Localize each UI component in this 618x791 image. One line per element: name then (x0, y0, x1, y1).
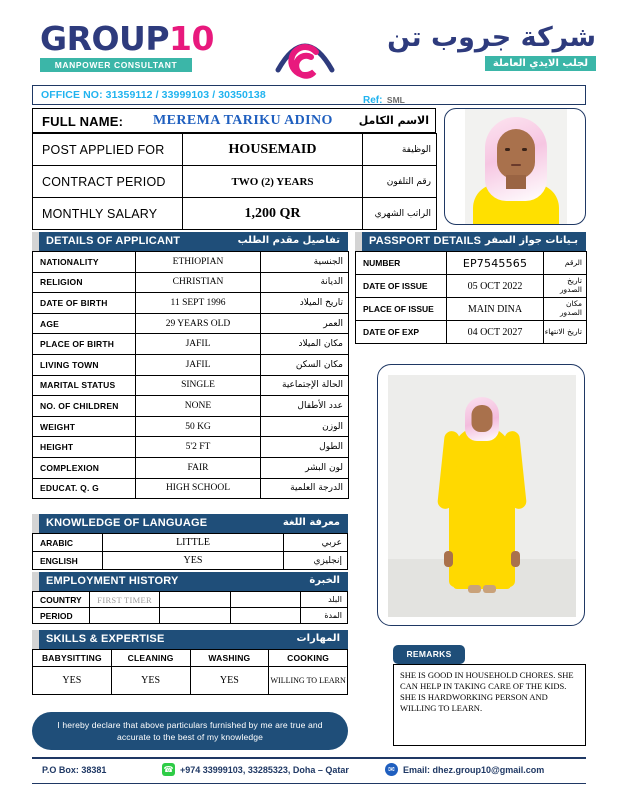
footer-email: Email: dhez.group10@gmail.com (403, 765, 545, 775)
row-arabic: الوزن (261, 416, 349, 437)
ref-label: Ref: (363, 95, 383, 106)
language-table (32, 533, 348, 570)
applicant-full-body-photo (377, 364, 585, 626)
row-label: NO. OF CHILDREN (33, 396, 136, 417)
row-arabic: الجنسية (261, 252, 349, 273)
table-row (33, 375, 349, 396)
table-row (356, 298, 587, 321)
skills-expertise-header (32, 630, 348, 649)
period-cell-3 (230, 608, 300, 624)
section-title-en: PASSPORT DETAILS (369, 235, 482, 247)
row-value: 11 SEPT 1996 (136, 293, 261, 314)
arabic-company-name: شركة جروب تن (387, 22, 596, 53)
table-row (33, 198, 437, 230)
row-arabic: تاريخ الصدور (544, 275, 587, 298)
row-value: 05 OCT 2022 (447, 275, 544, 298)
row-label: ENGLISH (33, 552, 103, 570)
arch-droplet-logo-icon (272, 20, 338, 80)
period-cell-1 (90, 608, 160, 624)
row-value: JAFIL (136, 354, 261, 375)
row-arabic: الطول (261, 437, 349, 458)
row-value: 5'2 FT (136, 437, 261, 458)
table-row (33, 534, 348, 552)
row-label: WEIGHT (33, 416, 136, 437)
table-row (33, 608, 348, 624)
table-row (33, 313, 349, 334)
row-arabic: الدرجة العلمية (261, 478, 349, 499)
row-value: HIGH SCHOOL (136, 478, 261, 499)
monthly-salary-label: MONTHLY SALARY (33, 198, 183, 230)
row-arabic: تاريخ الانتهاء (544, 321, 587, 344)
skill-value-babysitting: YES (33, 667, 112, 695)
post-applied-value: HOUSEMAID (183, 134, 363, 166)
row-arabic: عدد الأطفال (261, 396, 349, 417)
row-value: SINGLE (136, 375, 261, 396)
declaration-text: I hereby declare that above particulars furnished by me are true and accurate to the best of my knowledge (57, 719, 323, 742)
row-arabic: تاريخ الميلاد (261, 293, 349, 314)
logo-number-text: 10 (169, 19, 214, 58)
table-row (33, 552, 348, 570)
full-name-arabic-label: الاسم الكامل (358, 114, 429, 127)
table-row (356, 275, 587, 298)
remarks-box (393, 664, 586, 746)
arabic-company-title (387, 24, 596, 71)
remarks-text: SHE IS GOOD IN HOUSEHOLD CHORES. SHE CAN HELP IN TAKING CARE OF THE KIDS. SHE IS HARDWORKING PERSON AND WILLING TO LEARN. (400, 670, 574, 713)
logo-wordmark (40, 19, 215, 58)
employment-history-section (32, 572, 348, 624)
row-value: 04 OCT 2027 (447, 321, 544, 344)
contract-period-value: TWO (2) YEARS (183, 166, 363, 198)
row-value: LITTLE (103, 534, 284, 552)
full-name-label: FULL NAME: (42, 114, 124, 129)
row-value: MAIN DINA (447, 298, 544, 321)
row-value: 29 YEARS OLD (136, 313, 261, 334)
table-row (33, 252, 349, 273)
row-arabic: الرقم (544, 252, 587, 275)
row-value: NONE (136, 396, 261, 417)
declaration-banner (32, 712, 348, 750)
footer-phone: +974 33999103, 33285323, Doha – Qatar (180, 765, 349, 775)
row-label: AGE (33, 313, 136, 334)
contract-period-label: CONTRACT PERIOD (33, 166, 183, 198)
monthly-salary-value: 1,200 QR (183, 198, 363, 230)
table-row (33, 478, 349, 499)
table-row (33, 416, 349, 437)
section-title-ar: تفاصيل مقدم الطلب (237, 235, 340, 246)
period-cell-2 (160, 608, 230, 624)
section-title-en: DETAILS OF APPLICANT (46, 235, 181, 247)
contract-period-arabic: رقم التلفون (363, 166, 437, 198)
table-row (33, 293, 349, 314)
table-row (356, 252, 587, 275)
row-label: MARITAL STATUS (33, 375, 136, 396)
row-arabic: عربي (284, 534, 348, 552)
row-label: COMPLEXION (33, 457, 136, 478)
skills-table (32, 649, 348, 695)
row-value: JAFIL (136, 334, 261, 355)
logo-main-text: GROUP (40, 19, 170, 58)
footer-divider (32, 757, 586, 759)
knowledge-of-language-header (32, 514, 348, 533)
row-label: ARABIC (33, 534, 103, 552)
row-label: DATE OF ISSUE (356, 275, 447, 298)
row-label: PLACE OF BIRTH (33, 334, 136, 355)
table-header-row (33, 650, 348, 667)
logo-tagline: MANPOWER CONSULTANT (40, 58, 192, 72)
applicant-details-table (32, 251, 349, 499)
company-logo (40, 19, 215, 72)
skill-value-washing: YES (190, 667, 269, 695)
skill-column-cooking: COOKING (269, 650, 348, 667)
row-label: LIVING TOWN (33, 354, 136, 375)
row-value: 50 KG (136, 416, 261, 437)
passport-number-value: EP7545565 (447, 252, 544, 275)
table-row (33, 166, 437, 198)
row-label: COUNTRY (33, 592, 90, 608)
post-contract-salary-table (32, 133, 437, 230)
table-row (33, 592, 348, 608)
row-label: NUMBER (356, 252, 447, 275)
row-value: ETHIOPIAN (136, 252, 261, 273)
skill-value-cooking: WILLING TO LEARN (269, 667, 348, 695)
row-arabic: مكان الصدور (544, 298, 587, 321)
table-row (33, 396, 349, 417)
row-arabic: مكان الميلاد (261, 334, 349, 355)
table-row (33, 272, 349, 293)
country-cell-2 (160, 592, 230, 608)
row-arabic: العمر (261, 313, 349, 334)
row-label: DATE OF EXP (356, 321, 447, 344)
knowledge-of-language-section (32, 514, 348, 570)
passport-details-header (355, 232, 586, 251)
details-of-applicant-header (32, 232, 348, 251)
row-label: PERIOD (33, 608, 90, 624)
skills-expertise-section (32, 630, 348, 695)
row-arabic: مكان السكن (261, 354, 349, 375)
whatsapp-icon: ☎ (163, 765, 174, 774)
document-footer (32, 761, 586, 783)
employment-history-header (32, 572, 348, 591)
row-label: EDUCAT. Q. G (33, 478, 136, 499)
table-row (33, 667, 348, 695)
table-row (33, 354, 349, 375)
office-number-text: OFFICE NO: 31359112 / 33999103 / 30350138 (41, 89, 266, 101)
row-arabic: الحالة الإجتماعية (261, 375, 349, 396)
reference-field (363, 90, 405, 108)
monthly-salary-arabic: الراتب الشهري (363, 198, 437, 230)
passport-details-table (355, 251, 587, 344)
email-icon: ✉ (385, 763, 398, 776)
table-row (33, 457, 349, 478)
remarks-header (393, 645, 465, 664)
row-arabic: إنجليزي (284, 552, 348, 570)
footer-po-box: P.O Box: 38381 (42, 765, 107, 775)
post-applied-arabic: الوظيفة (363, 134, 437, 166)
section-title-en: EMPLOYMENT HISTORY (46, 575, 179, 587)
row-arabic: المدة (301, 608, 348, 624)
country-cell-1: FIRST TIMER (90, 592, 160, 608)
document-header (0, 0, 618, 80)
skill-column-babysitting: BABYSITTING (33, 650, 112, 667)
section-title-en: KNOWLEDGE OF LANGUAGE (46, 517, 208, 529)
row-label: HEIGHT (33, 437, 136, 458)
full-name-value: MEREMA TARIKU ADINO (153, 113, 333, 128)
row-arabic: الديانة (261, 272, 349, 293)
row-value: YES (103, 552, 284, 570)
footer-bottom-rule (32, 783, 586, 784)
table-row (356, 321, 587, 344)
ref-value: SML (386, 95, 405, 105)
table-row (33, 437, 349, 458)
post-applied-label: POST APPLIED FOR (33, 134, 183, 166)
section-title-ar: بـيانات جواز السفر (485, 235, 578, 246)
row-arabic: البلد (301, 592, 348, 608)
remarks-title: REMARKS (406, 649, 452, 659)
section-title-en: SKILLS & EXPERTISE (46, 633, 165, 645)
full-name-row (32, 108, 436, 133)
row-arabic: لون البشر (261, 457, 349, 478)
section-title-ar: المهارات (296, 633, 340, 644)
skill-column-washing: WASHING (190, 650, 269, 667)
skill-value-cleaning: YES (111, 667, 190, 695)
row-value: FAIR (136, 457, 261, 478)
section-title-ar: معرفة اللغة (282, 517, 340, 528)
row-label: DATE OF BIRTH (33, 293, 136, 314)
country-cell-3 (230, 592, 300, 608)
applicant-portrait-photo (444, 108, 586, 225)
office-contact-bar (32, 85, 586, 105)
section-title-ar: الخبرة (309, 575, 340, 586)
table-row (33, 134, 437, 166)
table-row (33, 334, 349, 355)
row-label: RELIGION (33, 272, 136, 293)
passport-details-section (355, 232, 586, 344)
row-value: CHRISTIAN (136, 272, 261, 293)
employment-history-table (32, 591, 348, 624)
row-label: PLACE OF ISSUE (356, 298, 447, 321)
arabic-company-tagline: لجلب الايدي العاملة (485, 56, 596, 71)
details-of-applicant-section (32, 232, 348, 499)
row-label: NATIONALITY (33, 252, 136, 273)
skill-column-cleaning: CLEANING (111, 650, 190, 667)
